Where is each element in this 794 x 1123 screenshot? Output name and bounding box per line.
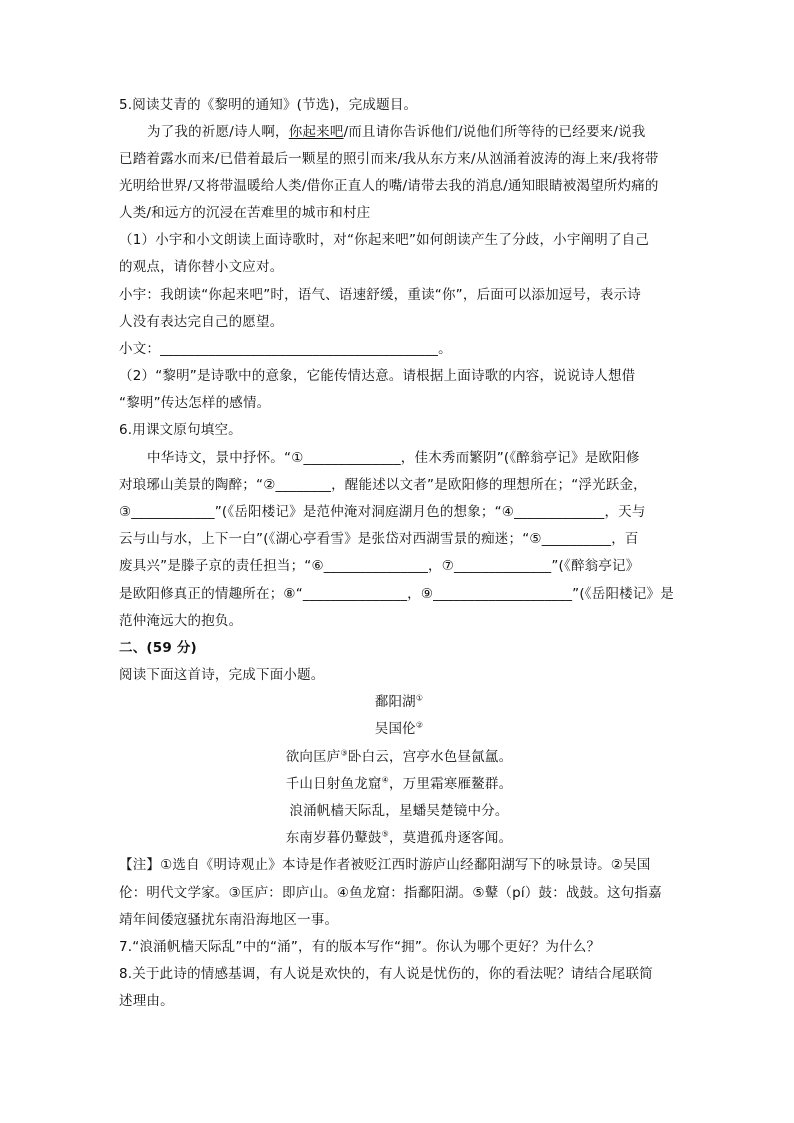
footnote-marker: ② [415,720,424,730]
question-8-line-1: 8.关于此诗的情感基调，有人说是欢快的，有人说是忧伤的，你的看法呢？请结合尾联简 [119,966,653,982]
note-line-2: 伦：明代文学家。③匡庐：即庐山。④鱼龙窟：指鄱阳湖。⑤鼙（pí）鼓：战鼓。这句指嘉 [119,885,662,901]
note-line-3: 靖年间倭寇骚扰东南沿海地区一事。 [119,912,339,928]
fill-line-1: 中华诗文，景中抒怀。“①______________，佳木秀而繁阴”(《醉翁亭记》是欧阳修 [147,450,640,466]
fill-line-5: 废具兴”是滕子京的责任担当；“⑥_______________，⑦______________”(《醉翁亭记》 [119,558,640,574]
poem-title: 鄱阳湖① [374,693,424,710]
xiaowen-answer-blank[interactable]: 小文：________________________________________。 [119,341,452,357]
note-line-1: 【注】①选自《明诗观止》本诗是作者被贬江西时游庐山经鄱阳湖写下的咏景诗。②吴国 [119,857,651,873]
footnote-marker: ① [415,693,424,703]
footnote-marker: ④ [381,775,389,785]
question-6-title: 6.用课文原句填空。 [119,422,242,438]
xiaoyu-line-2: 人没有表达完自己的愿望。 [119,314,284,330]
fill-line-3: ③____________”(《岳阳楼记》是范仲淹对洞庭湖月色的想象；“④_____________，天与 [119,504,646,520]
poem-verse-3: 浪涌帆樯天际乱，星蟠吴楚镜中分。 [289,803,509,819]
section-heading: 二、(59 分) [119,640,197,656]
poem-line-2: 已踏着露水而来/已借着最后一颗星的照引而来/我从东方来/从汹涌着波涛的海上来/我将带 [119,151,659,167]
section-intro: 阅读下面这首诗，完成下面小题。 [119,667,325,683]
poem-line-3: 光明给世界/又将带温暖给人类/借你正直人的嘴/请带去我的消息/通知眼睛被渴望所灼痛的 [119,178,659,194]
fill-line-7: 范仲淹远大的抱负。 [119,613,243,629]
question-5-title: 5.阅读艾青的《黎明的通知》(节选)，完成题目。 [119,97,418,113]
poem-verse-1: 欲向匡庐③卧白云，宫亭水色昼氤氲。 [285,748,513,765]
question-7: 7.“浪涌帆樯天际乱”中的“涌”，有的版本写作“拥”。你认为哪个更好？为什么？ [119,939,601,955]
underlined-phrase: 你起来吧 [288,124,344,140]
poem-verse-2: 千山日射鱼龙窟④，万里霜寒雁鳌群。 [285,775,513,792]
poem-verse-4: 东南岁暮仍鼙鼓⑤，莫遣孤舟逐客闻。 [285,829,513,846]
poem-author: 吴国伦② [374,720,424,737]
poem-line-4: 人类/和远方的沉浸在苦难里的城市和村庄 [119,205,371,221]
sub-question-1-line-1: （1）小宇和小文朗读上面诗歌时，对“你起来吧”如何朗读产生了分歧，小宇阐明了自己 [119,232,650,248]
sub-question-2-line-2: “黎明”传达怎样的感情。 [119,395,271,411]
question-8-line-2: 述理由。 [119,993,174,1009]
fill-line-6: 是欧阳修真正的情趣所在；⑧“_______________，⑨____________________”(《岳阳楼记》是 [119,586,674,602]
fill-line-2: 对琅琊山美景的陶醉；“②________，醒能述以文者”是欧阳修的理想所在；“浮光跃金， [119,477,647,493]
fill-line-4: 云与山与水，上下一白”(《湖心亭看雪》是张岱对西湖雪景的痴迷；“⑤__________，百 [119,531,639,547]
footnote-marker: ⑤ [381,829,389,839]
poem-line-1: 为了我的祈愿/诗人啊，你起来吧/而且请你告诉他们/说他们所等待的已经要来/说我 [147,124,646,140]
xiaoyu-line-1: 小宇：我朗读“你起来吧”时，语气、语速舒缓，重读“你”，后面可以添加逗号，表示诗 [119,287,641,303]
sub-question-1-line-2: 的观点，请你替小文应对。 [119,259,284,275]
footnote-marker: ③ [340,748,348,758]
sub-question-2-line-1: （2）“黎明”是诗歌中的意象，它能传情达意。请根据上面诗歌的内容，说说诗人想借 [119,368,636,384]
